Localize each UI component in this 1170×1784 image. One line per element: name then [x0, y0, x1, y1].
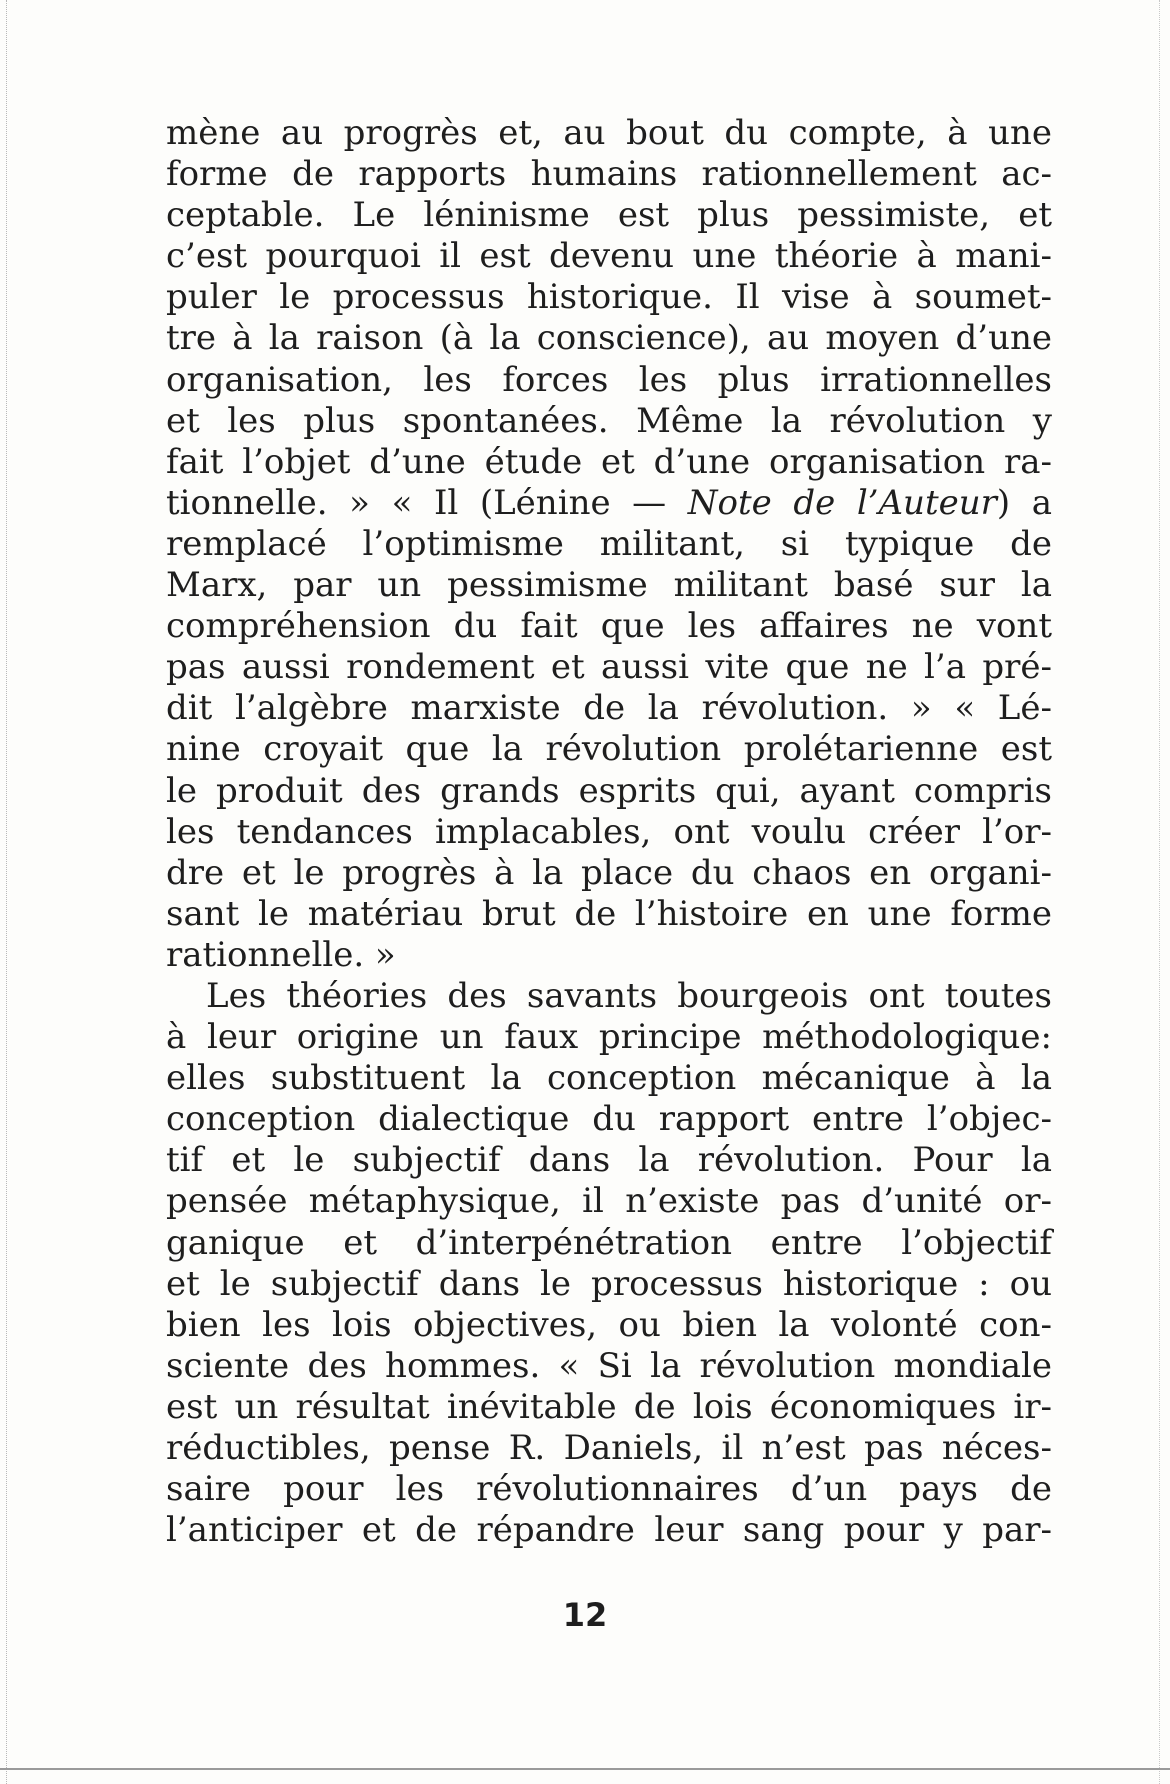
paragraph-2	[166, 976, 1052, 1551]
text-line: dre et le progrès à la place du chaos en organi-	[166, 852, 1052, 893]
text-line: réductibles, pense R. Daniels, il n’est pas néces-	[166, 1428, 1052, 1468]
text-line: forme de rapports humains rationnellement ac-	[166, 154, 1052, 195]
text-line: tif et le subjectif dans la révolution. Pour la	[166, 1140, 1052, 1181]
text-line: est un résultat inévitable de lois économiques ir-	[166, 1386, 1052, 1427]
text-line: dit l’algèbre marxiste de la révolution. » « Lé-	[166, 688, 1052, 729]
text-line: pas aussi rondement et aussi vite que ne l’a pré-	[166, 647, 1052, 688]
author-note-italic: Note de l’Auteur	[687, 482, 997, 523]
text-line: tre à la raison (à la conscience), au moyen d’une	[166, 318, 1052, 359]
text-line: conception dialectique du rapport entre l’objec-	[166, 1099, 1052, 1140]
text-line: sciente des hommes. « Si la révolution mondiale	[166, 1345, 1052, 1386]
text-line: pensée métaphysique, il n’existe pas d’unité or-	[166, 1181, 1052, 1222]
text-line: le produit des grands esprits qui, ayant compris	[166, 770, 1052, 811]
page-number: 12	[562, 1596, 608, 1634]
text-line: et le subjectif dans le processus historique : ou	[166, 1263, 1052, 1304]
text-line: fait l’objet d’une étude et d’une organisation ra-	[166, 441, 1052, 482]
text-line: l’anticiper et de répandre leur sang pour y par-	[166, 1510, 1052, 1551]
text-line: ceptable. Le léninisme est plus pessimiste, et	[166, 195, 1052, 236]
text-line: organisation, les forces les plus irrationnelles	[166, 359, 1052, 400]
text-line: elles substituent la conception mécanique à la	[166, 1058, 1052, 1099]
text-line: nine croyait que la révolution prolétarienne est	[166, 729, 1052, 770]
text-line: Marx, par un pessimisme militant basé sur la	[166, 565, 1052, 606]
text-line: les tendances implacables, ont voulu créer l’or-	[166, 811, 1052, 852]
text-line: compréhension du fait que les affaires ne vont	[166, 606, 1052, 647]
text-line: et les plus spontanées. Même la révolution y	[166, 400, 1052, 441]
text-line: mène au progrès et, au bout du compte, à une	[166, 113, 1052, 153]
text-line: Les théories des savants bourgeois ont toutes	[206, 975, 1052, 1016]
text-line: à leur origine un faux principe méthodologique:	[166, 1017, 1052, 1058]
page-edge-right	[1159, 0, 1160, 1784]
text-line: rationnelle. »	[166, 934, 396, 975]
text-line: sant le matériau brut de l’histoire en une forme	[166, 893, 1052, 934]
body-text	[166, 113, 1052, 1551]
text-line: c’est pourquoi il est devenu une théorie à mani-	[166, 236, 1052, 277]
text-line: puler le processus historique. Il vise à soumet-	[166, 277, 1052, 318]
text-line: tionnelle. » « Il (Lénine — Note de l’Auteur) a	[166, 482, 1053, 523]
text-line: remplacé l’optimisme militant, si typique de	[166, 523, 1052, 564]
paragraph-1	[166, 113, 1052, 976]
page-edge-bottom	[0, 1768, 1170, 1770]
text-line: ganique et d’interpénétration entre l’objectif	[166, 1222, 1052, 1263]
text-line: bien les lois objectives, ou bien la volonté con-	[166, 1304, 1052, 1345]
text-line: saire pour les révolutionnaires d’un pays de	[166, 1469, 1052, 1510]
page-edge-left	[6, 0, 7, 1784]
